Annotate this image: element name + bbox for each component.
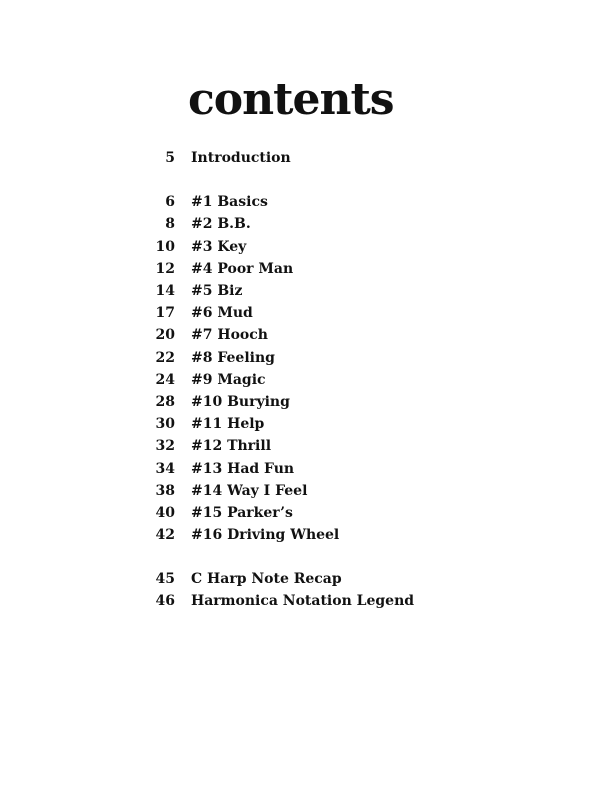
toc-page-number: 12 <box>155 260 175 277</box>
table-of-contents <box>0 147 600 613</box>
toc-entry <box>0 347 600 369</box>
toc-page-number: 17 <box>155 305 175 322</box>
toc-entry-title: #12 Thrill <box>191 438 272 455</box>
toc-entry <box>0 369 600 391</box>
toc-entry <box>0 435 600 457</box>
toc-entry <box>0 480 600 502</box>
toc-page-number: 14 <box>155 283 175 300</box>
toc-page-number: 42 <box>155 527 175 544</box>
toc-page-number: 46 <box>155 593 175 610</box>
toc-entry-title: Harmonica Notation Legend <box>191 593 415 610</box>
toc-entry <box>0 258 600 280</box>
toc-page-number: 34 <box>155 460 175 477</box>
toc-entry-title: #13 Had Fun <box>191 460 295 477</box>
toc-entry-title: C Harp Note Recap <box>191 571 342 588</box>
toc-page-number: 24 <box>155 371 175 388</box>
toc-entry <box>0 191 600 213</box>
toc-entry-title: #10 Burying <box>191 393 290 410</box>
page-title: contents <box>188 74 394 125</box>
toc-page-number: 10 <box>155 238 175 255</box>
toc-entry <box>0 524 600 546</box>
toc-entry-title: #6 Mud <box>191 305 253 322</box>
toc-entry-title: #7 Hooch <box>191 327 268 344</box>
toc-entry-title: Introduction <box>191 150 291 167</box>
toc-entry-title: #3 Key <box>191 238 247 255</box>
toc-page-number: 40 <box>155 504 175 521</box>
toc-entry <box>0 280 600 302</box>
toc-page-number: 6 <box>165 194 175 211</box>
toc-page-number: 38 <box>155 482 175 499</box>
toc-entry <box>0 324 600 346</box>
toc-entry <box>0 413 600 435</box>
toc-entry-title: #11 Help <box>191 416 265 433</box>
toc-entry-title: #8 Feeling <box>191 349 275 366</box>
toc-page-number: 22 <box>155 349 175 366</box>
toc-entry-title: #4 Poor Man <box>191 260 294 277</box>
toc-entry-title: #9 Magic <box>191 371 266 388</box>
toc-entry <box>0 391 600 413</box>
toc-entry <box>0 502 600 524</box>
toc-page-number: 20 <box>155 327 175 344</box>
toc-page-number: 8 <box>165 216 175 233</box>
toc-page-number: 28 <box>155 393 175 410</box>
toc-page-number: 45 <box>155 571 175 588</box>
toc-entry <box>0 568 600 590</box>
toc-entry-title: #14 Way I Feel <box>191 482 308 499</box>
toc-entry <box>0 236 600 258</box>
toc-entry-title: #5 Biz <box>191 283 243 300</box>
toc-entry-title: #2 B.B. <box>191 216 251 233</box>
toc-page-number: 32 <box>155 438 175 455</box>
toc-entry <box>0 213 600 235</box>
toc-page-number: 30 <box>155 416 175 433</box>
toc-entry-title: #1 Basics <box>191 194 268 211</box>
toc-entry <box>0 457 600 479</box>
toc-entry-title: #16 Driving Wheel <box>191 527 340 544</box>
toc-entry <box>0 147 600 169</box>
toc-page-number: 5 <box>165 150 175 167</box>
toc-entry-title: #15 Parker’s <box>191 504 293 521</box>
toc-entry <box>0 590 600 612</box>
toc-entry <box>0 302 600 324</box>
